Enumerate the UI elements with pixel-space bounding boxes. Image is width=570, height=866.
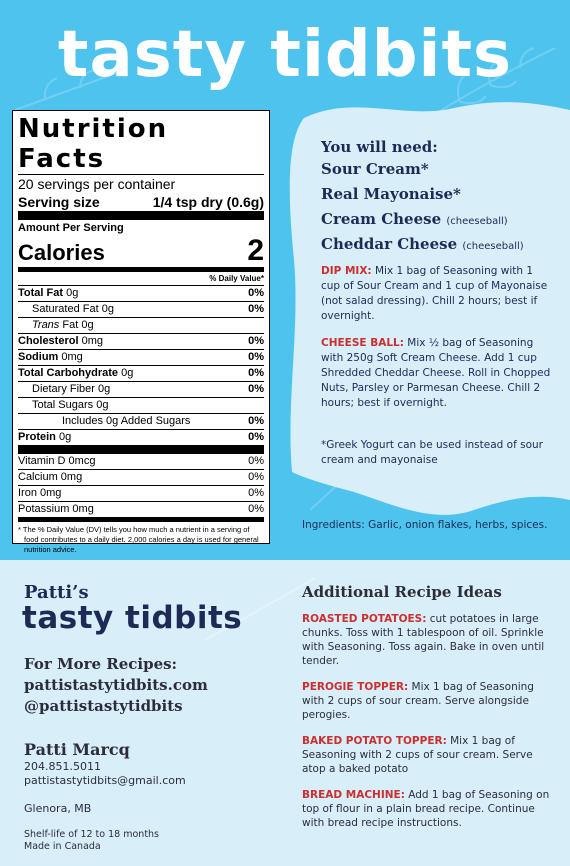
calories-label: Calories — [18, 240, 105, 265]
nutrient-name: Protein — [18, 431, 56, 443]
nutrition-facts-panel — [12, 110, 270, 554]
footer-brand-logo: tasty tidbits — [22, 600, 243, 636]
idea-key: PEROGIE TOPPER: — [302, 681, 409, 693]
vitamin-row — [18, 501, 264, 517]
nutrient-pct: 0% — [248, 287, 264, 299]
brand-title: tasty tidbits — [57, 18, 513, 92]
vitamin-pct: 0% — [248, 487, 264, 499]
shelf-life-text: Shelf-life of 12 to 18 months — [24, 829, 160, 840]
vitamin-name: Iron 0mg — [18, 487, 62, 499]
nutrient-name: Sodium — [18, 351, 59, 363]
nutrient-pct: 0% — [248, 415, 264, 427]
idea-item — [302, 612, 554, 668]
vitamin-name: Potassium 0mg — [18, 503, 94, 515]
vitamin-pct: 0% — [248, 503, 264, 515]
need-item: Cream Cheese (cheeseball) — [321, 210, 508, 228]
made-in-text: Made in Canada — [24, 841, 101, 852]
nutrient-row — [18, 365, 264, 381]
daily-value-header: % Daily Value* — [209, 274, 264, 283]
divider — [18, 211, 264, 220]
nutrient-row — [18, 349, 264, 365]
recipe-key: CHEESE BALL: — [321, 337, 404, 349]
idea-text: cut potatoes in large chunks. Toss with 1 tablespoon of oil. Sprinkle with Seasoning. Toss again. Bake in oven until tender. — [302, 613, 545, 667]
vitamin-row — [18, 469, 264, 485]
nutrient-row — [18, 429, 264, 445]
serving-size — [18, 193, 264, 211]
location: Glenora, MB — [24, 802, 92, 815]
shelf-life — [24, 829, 159, 853]
nutrient-amount: 0g — [58, 431, 72, 443]
vitamin-row — [18, 454, 264, 469]
nutrient-pct: 0% — [248, 351, 264, 363]
idea-text: Mix 1 bag of Seasoning with 2 cups of sour cream. Serve atop a baked potato — [302, 735, 533, 775]
dip-mix-recipe — [321, 264, 553, 324]
idea-key: BAKED POTATO TOPPER: — [302, 735, 447, 747]
nutrient-pct: 0% — [248, 367, 264, 379]
social-handle[interactable]: @pattistastytidbits — [24, 697, 183, 715]
recipe-text: Mix 1 bag of Seasoning with 1 cup of Sour Cream and 1 cup of Mayonaise (not salad dressing). Chill 2 hours; best if overnight. — [321, 265, 548, 322]
nutrition-title: Nutrition Facts — [18, 114, 169, 174]
idea-text: Add 1 bag of Seasoning on top of flour in a plain bread recipe. Continue with bread recipe instructions. — [302, 789, 550, 829]
idea-item — [302, 788, 554, 830]
more-recipes — [24, 654, 208, 717]
nutrient-name: Total Fat — [18, 287, 64, 299]
servings-per-container: 20 servings per container — [18, 176, 176, 192]
nutrient-name: Total Sugars — [32, 399, 94, 411]
ingredients-list: Ingredients: Garlic, onion flakes, herbs, spices. — [302, 519, 548, 531]
calories-value: 2 — [247, 234, 264, 267]
ideas-heading: Additional Recipe Ideas — [302, 583, 502, 601]
idea-item — [302, 734, 554, 776]
nutrient-pct: 0% — [248, 383, 264, 395]
nutrient-amount: 0g — [121, 367, 134, 379]
substitution-note: *Greek Yogurt can be used instead of sour cream and mayonaise — [321, 439, 543, 466]
nutrient-name: Cholesterol — [18, 335, 79, 347]
nutrient-row — [18, 317, 264, 333]
idea-key: ROASTED POTATOES: — [302, 613, 427, 625]
nutrient-row — [18, 285, 264, 301]
ingredients-needed — [321, 136, 561, 258]
nutrient-row — [18, 381, 264, 397]
nutrient-name: Trans — [32, 319, 60, 331]
nutrient-amount: 0mg — [81, 335, 103, 347]
cheese-ball-recipe — [321, 336, 553, 411]
need-item: Real Mayonaise* — [321, 185, 461, 203]
vitamin-name: Calcium 0mg — [18, 471, 83, 483]
vitamin-pct: 0% — [248, 455, 264, 467]
nutrient-name: Dietary Fiber — [32, 383, 95, 395]
needs-heading: You will need: — [321, 138, 438, 156]
idea-item — [302, 680, 554, 722]
nutrient-row — [18, 333, 264, 349]
vitamin-row — [18, 485, 264, 501]
phone-number[interactable]: 204.851.5011 — [24, 760, 101, 773]
nutrient-amount: 0g — [96, 399, 109, 411]
contact-name: Patti Marcq — [24, 740, 130, 759]
vitamin-pct: 0% — [248, 471, 264, 483]
idea-text: Mix 1 bag of Seasoning with 2 cups of sour cream. Serve alongside perogies. — [302, 681, 534, 721]
vitamin-name: Vitamin D 0mcg — [18, 455, 96, 467]
serving-size-label: Serving size — [18, 194, 100, 210]
nutrition-footnote: * The % Daily Value (DV) tells you how much a nutrient in a serving of food contributes to a daily diet. 2,000 calories a day is used for general nutrition advice. — [18, 525, 259, 554]
nutrient-amount: 0g — [66, 287, 79, 299]
nutrient-amount: 0g — [98, 383, 111, 395]
recipe-key: DIP MIX: — [321, 265, 372, 277]
nutrient-name: Total Carbohydrate — [18, 367, 119, 379]
divider — [18, 445, 264, 454]
amount-per-serving: Amount Per Serving — [18, 222, 124, 234]
need-item: Sour Cream* — [321, 160, 429, 178]
nutrient-name: Saturated Fat — [32, 303, 99, 315]
nutrient-pct: 0% — [248, 431, 264, 443]
serving-size-value: 1/4 tsp dry (0.6g) — [152, 194, 264, 210]
footer-brand-owner: Patti’s — [24, 582, 89, 603]
more-recipes-label: For More Recipes: — [24, 655, 178, 673]
recipe-text: Mix ½ bag of Seasoning with 250g Soft Cream Cheese. Add 1 cup Shredded Cheddar Cheese. Roll in Chopped Nuts, Parsley or Parmesan Cheese. Chill 2 hours; best if overnight. — [321, 337, 551, 409]
contact-details — [24, 760, 186, 788]
nutrient-row — [18, 397, 264, 413]
nutrient-amount: 0mg — [61, 351, 83, 363]
idea-key: BREAD MACHINE: — [302, 789, 405, 801]
website-link[interactable]: pattistastytidbits.com — [24, 676, 208, 694]
nutrient-row — [18, 413, 264, 429]
calories-row — [18, 235, 264, 267]
nutrient-amount: 0g — [101, 303, 114, 315]
nutrient-pct: 0% — [248, 303, 264, 315]
nutrient-amount: Fat 0g — [62, 319, 94, 331]
divider — [18, 517, 264, 522]
nutrient-name: Includes 0g Added Sugars — [62, 415, 191, 427]
nutrient-pct: 0% — [248, 335, 264, 347]
email-address[interactable]: pattistastytidbits@gmail.com — [24, 774, 186, 787]
need-item: Cheddar Cheese (cheeseball) — [321, 235, 524, 253]
nutrient-row — [18, 301, 264, 317]
